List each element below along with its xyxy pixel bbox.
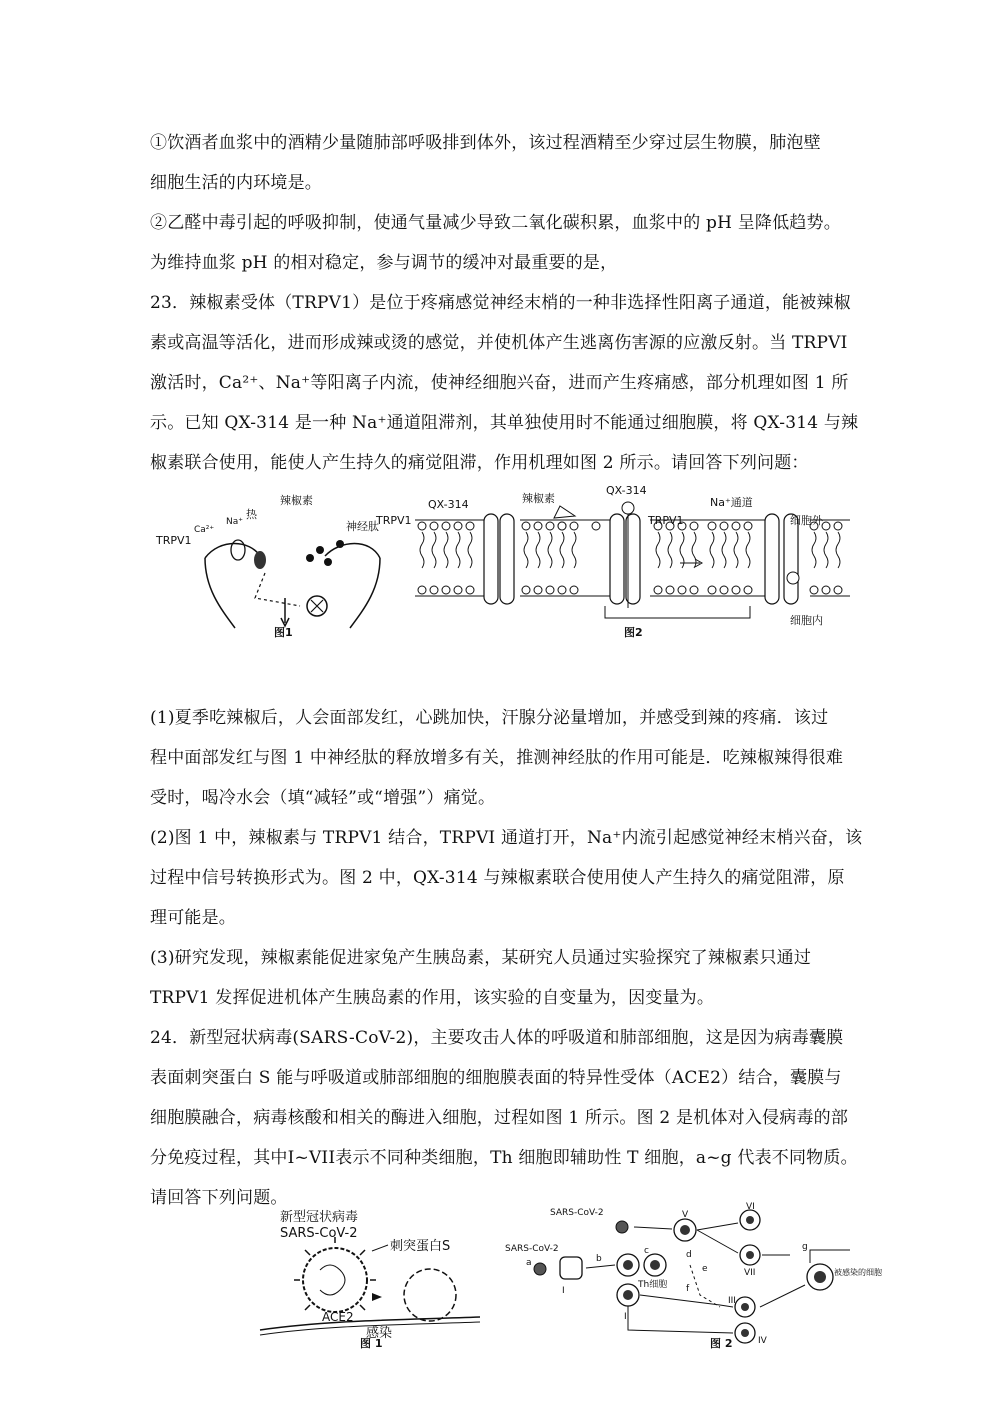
fig2-trpv1-label-b: TRPV1 (648, 514, 684, 527)
text-line: 请回答下列问题。 (150, 1188, 288, 1208)
fig1-caption-row2: 图 1 (360, 1337, 383, 1350)
text-line: TRPV1 发挥促进机体产生胰岛素的作用，该实验的自变量为，因变量为。 (150, 988, 715, 1008)
fig1-na-label: Na⁺ (226, 517, 243, 527)
substance-a-label: a (526, 1258, 532, 1268)
fig2-capsaicin-label: 辣椒素 (522, 492, 555, 505)
substance-e-label: e (702, 1264, 708, 1274)
substance-d-label: d (686, 1250, 692, 1260)
fig2-qx314-label-b: QX-314 (606, 484, 647, 497)
cell-VII-label: VII (744, 1268, 756, 1278)
fig1-capsaicin-label: 辣椒素 (280, 494, 313, 507)
text-line: 过程中信号转换形式为。图 2 中，QX-314 与辣椒素联合使用使人产生持久的痛觉阻滞，原 (150, 868, 845, 888)
cell-VI-label: VI (746, 1202, 755, 1212)
text-line: 椒素联合使用，能使人产生持久的痛觉阻滞，作用机理如图 2 所示。请回答下列问题： (150, 453, 809, 473)
th-cell-label: Th细胞 (638, 1280, 668, 1290)
text-line: (1)夏季吃辣椒后，人会面部发红，心跳加快，汗腺分泌量增加，并感受到辣的疼痛．该过 (150, 708, 829, 728)
text-line: 表面刺突蛋白 S 能与呼吸道或肺部细胞的细胞膜表面的特异性受体（ACE2）结合，囊膜与 (150, 1068, 842, 1088)
text-line: (3)研究发现，辣椒素能促进家兔产生胰岛素，某研究人员通过实验探究了辣椒素只通过 (150, 948, 812, 968)
fig2-inside-label: 细胞内 (790, 614, 823, 627)
figure-row-1 (150, 478, 850, 648)
spike-protein-label: 刺突蛋白S (390, 1239, 451, 1254)
ace2-label: ACE2 (322, 1310, 354, 1324)
text-line: 细胞膜融合，病毒核酸和相关的酶进入细胞，过程如图 1 所示。图 2 是机体对入侵病毒的部 (150, 1108, 849, 1128)
infected-cell-label: 被感染的细胞 (834, 1268, 882, 1277)
text-line: (2)图 1 中，辣椒素与 TRPV1 结合，TRPVI 通道打开，Na⁺内流引起感觉神经末梢兴奋，该 (150, 828, 863, 848)
fig2-caption-row2: 图 2 (710, 1337, 733, 1350)
figure-row-2 (250, 1202, 882, 1350)
fig2-qx314-label-a: QX-314 (428, 498, 469, 511)
text-line: 素或高温等活化，进而形成辣或烫的感觉，并使机体产生逃离伤害源的应激反射。当 TRPVI (150, 333, 848, 353)
fig1-nerve-ending-diagram (155, 493, 380, 628)
text-line: 为维持血浆 pH 的相对稳定，参与调节的缓冲对最重要的是， (150, 253, 618, 273)
fig2-trpv1-label-a: TRPV1 (376, 514, 412, 527)
virus-code-label: SARS-CoV-2 (280, 1226, 358, 1241)
fig1-neuropeptide-label: 神经肽 (346, 520, 379, 533)
cell-III-label: III (728, 1296, 736, 1306)
text-line: 程中面部发红与图 1 中神经肽的释放增多有关，推测神经肽的作用可能是．吃辣椒辣得很难 (150, 748, 844, 768)
substance-b-label: b (596, 1254, 602, 1264)
fig1-caption: 图1 (274, 626, 293, 639)
virus-name-label: 新型冠状病毒 (280, 1210, 359, 1225)
sars-label-top: SARS-CoV-2 (550, 1208, 604, 1218)
fig1-ca-label: Ca²⁺ (194, 525, 215, 535)
fig2-outside-label: 细胞外 (790, 514, 823, 527)
fig2-membrane-diagram (375, 484, 850, 627)
cell-IV-label: IV (758, 1336, 767, 1346)
immune-process-diagram (505, 1202, 882, 1346)
fig1-trpv1-label: TRPV1 (156, 534, 192, 547)
cell-II-label: II (624, 1312, 630, 1322)
fig1-heat-label: 热 (246, 508, 257, 521)
fig2-na-channel-label: Na⁺通道 (710, 496, 753, 509)
question-24-line: 24．新型冠状病毒(SARS-CoV-2)，主要攻击人体的呼吸道和肺部细胞，这是因为病毒囊膜 (150, 1028, 844, 1048)
text-line: 示。已知 QX-314 是一种 Na⁺通道阻滞剂，其单独使用时不能通过细胞膜，将 QX-314 与辣 (150, 413, 859, 433)
text-line: 受时，喝冷水会（填“减轻”或“增强”）痛觉。 (150, 788, 496, 808)
sars-label-left: SARS-CoV-2 (505, 1244, 559, 1254)
virus-infection-diagram (260, 1209, 480, 1341)
text-line: ①饮酒者血浆中的酒精少量随肺部呼吸排到体外，该过程酒精至少穿过层生物膜，肺泡壁 (150, 133, 821, 153)
substance-c-label: c (644, 1246, 649, 1256)
text-line: 激活时，Ca²⁺、Na⁺等阳离子内流，使神经细胞兴奋，进而产生疼痛感，部分机理如图 1 所 (150, 373, 849, 393)
fig2-caption: 图2 (624, 626, 643, 639)
text-line: ②乙醛中毒引起的呼吸抑制，使通气量减少导致二氧化碳积累，血浆中的 pH 呈降低趋势。 (150, 213, 841, 233)
substance-f-label: f (686, 1284, 690, 1294)
text-line: 理可能是。 (150, 908, 236, 928)
infection-label: 感染 (366, 1326, 393, 1341)
substance-g-label: g (802, 1242, 808, 1252)
cell-I-label: I (562, 1286, 565, 1296)
text-line: 细胞生活的内环境是。 (150, 173, 322, 193)
cell-V-label: V (682, 1210, 689, 1220)
question-23-line: 23．辣椒素受体（TRPV1）是位于疼痛感觉神经末梢的一种非选择性阳离子通道，能被辣椒 (150, 293, 851, 313)
text-line: 分免疫过程，其中I~VII表示不同种类细胞，Th 细胞即辅助性 T 细胞，a~g 代表不同物质。 (150, 1148, 858, 1168)
